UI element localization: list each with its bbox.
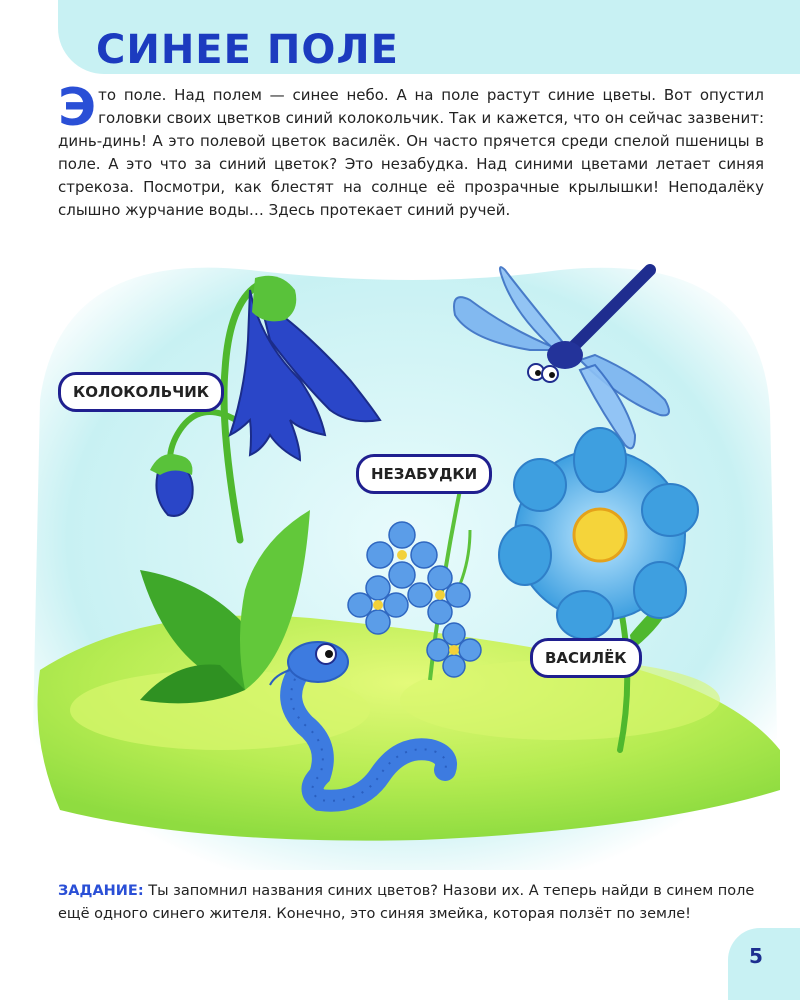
page-number: 5: [749, 944, 763, 968]
intro-paragraph: [58, 78, 764, 222]
label-bellflower: КОЛОКОЛЬЧИК: [58, 372, 224, 412]
label-forget-me-nots: НЕЗАБУДКИ: [356, 454, 492, 494]
drop-cap: Э: [58, 78, 97, 138]
page-title: СИНЕЕ ПОЛЕ: [96, 27, 399, 73]
label-cornflower: ВАСИЛЁК: [530, 638, 642, 678]
task-paragraph: [58, 880, 764, 926]
page-number-tab: [728, 928, 800, 1000]
task-text: Ты запомнил названия синих цветов? Назови их. А теперь найди в синем поле ещё одного синего жителя. Конечно, это синяя змейка, которая ползёт по земле!: [58, 883, 755, 922]
task-label: ЗАДАНИЕ:: [58, 883, 144, 899]
intro-text: то поле. Над полем — синее небо. А на поле растут синие цветы. Вот опустил головки своих цветков синий колокольчик. Так и кажется, что он сейчас зазвенит: динь-динь! А это полевой цветок василёк. Он часто прячется среди спелой пшеницы в поле. А это что за синий цветок? Это незабудка. Над синими цветами летает синяя стрекоза. Посмотри, как блестят на солнце её прозрачные крылышки! Неподалёку слышно журчание воды… Здесь протекает синий ручей.: [58, 86, 764, 219]
field-illustration: [0, 230, 800, 880]
